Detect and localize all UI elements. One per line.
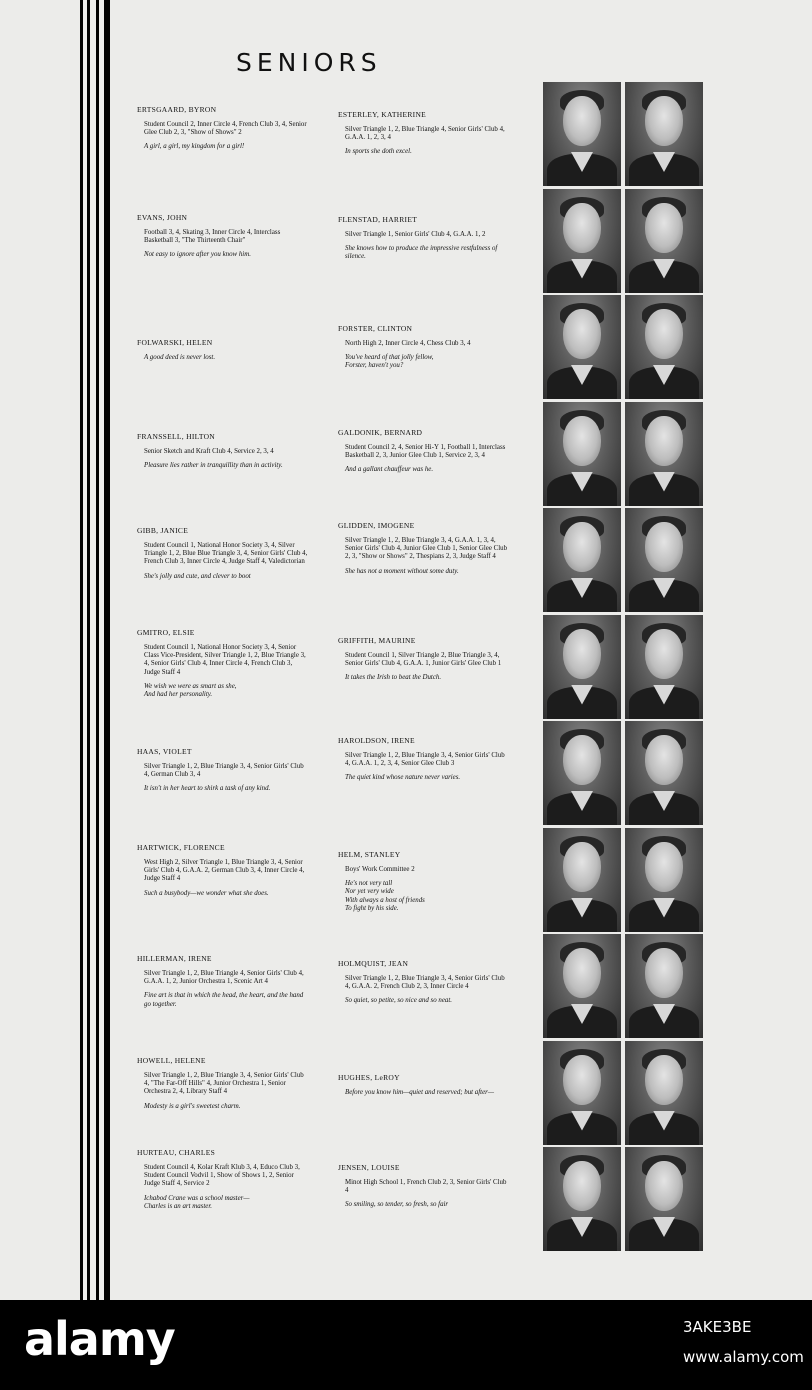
student-activities: Silver Triangle 1, 2, Blue Triangle 3, 4, Senior Girls' Club 4, G.A.A. 2, French Club 2, 3, Inner Circle 4	[345, 975, 505, 991]
portrait-photo	[543, 721, 621, 825]
student-name: GIBB, JANICE	[137, 526, 189, 535]
student-quote: He's not very tall Nor yet very wide With always a host of friends To fight by his side.	[345, 880, 425, 912]
student-name: HOWELL, HELENE	[137, 1056, 206, 1065]
border-rule	[80, 0, 83, 1300]
student-entry	[137, 1056, 309, 1111]
student-entry	[137, 526, 309, 581]
student-activities: Student Council 1, Silver Triangle 2, Blue Triangle 3, 4, Senior Girls' Club 4, G.A.A. 1, Junior Girls' Glee Club 1	[345, 652, 502, 668]
portrait-head	[645, 948, 683, 998]
student-quote: It takes the Irish to beat the Dutch.	[345, 674, 442, 682]
student-quote: A girl, a girl, my kingdom for a girl!	[144, 143, 245, 151]
student-entry	[338, 110, 510, 157]
student-name: HAROLDSON, IRENE	[338, 736, 415, 745]
student-quote: Fine art is that in which the head, the heart, and the hand go together.	[144, 992, 304, 1008]
portrait-photo	[625, 508, 703, 612]
student-quote: And a gallant chauffeur was he.	[345, 466, 434, 474]
portrait-head	[563, 416, 601, 466]
student-entry	[338, 215, 510, 262]
portrait-photo	[625, 1147, 703, 1251]
page-title: SENIORS	[236, 48, 382, 77]
portrait-head	[645, 1161, 683, 1211]
student-quote: We wish we were as smart as she, And had her personality.	[144, 682, 237, 699]
portrait-head	[645, 842, 683, 892]
student-entry	[137, 1148, 309, 1211]
student-quote: So quiet, so petite, so nice and so neat.	[345, 997, 452, 1005]
student-name: HURTEAU, CHARLES	[137, 1148, 216, 1157]
portrait-photo	[543, 934, 621, 1038]
student-quote: Before you know him—quiet and reserved; but after—	[345, 1089, 494, 1096]
student-entry	[137, 338, 309, 362]
student-name: GALDONIK, BERNARD	[338, 428, 423, 437]
portrait-head	[563, 948, 601, 998]
border-rule	[96, 0, 99, 1300]
student-activities: Silver Triangle 1, 2, Blue Triangle 4, Senior Girls' Club 4, G.A.A. 1, 2, 3, 4	[345, 126, 505, 142]
student-name: HARTWICK, FLORENCE	[137, 843, 225, 852]
student-quote: Pleasure lies rather in tranquillity than in activity.	[144, 462, 283, 470]
student-name: FOLWARSKI, HELEN	[137, 338, 213, 347]
student-name: HOLMQUIST, JEAN	[338, 959, 409, 968]
portrait-head	[645, 522, 683, 572]
student-activities: Student Council 1, National Honor Society 3, 4, Silver Triangle 1, 2, Blue Blue Triangle 3, 4, Senior Girls' Club 4, French Club 3, Inner Circle 4, Judge Staff 4, Valedictorian	[144, 542, 308, 566]
student-activities: Silver Triangle 1, 2, Blue Triangle 3, 4, Senior Girls' Club 4, "The Far-Off Hills" 4, Junior Orchestra 1, Senior Orchestra 2, 4, Library Staff 4	[144, 1072, 304, 1096]
portrait-head	[645, 735, 683, 785]
student-quote: She knows how to produce the impressive restfulness of silence.	[345, 245, 498, 261]
portrait-photo	[543, 1041, 621, 1145]
student-entry	[338, 1073, 510, 1097]
student-quote: Not easy to ignore after you know him.	[144, 251, 251, 259]
portrait-head	[645, 203, 683, 253]
portrait-head	[563, 96, 601, 146]
student-name: FORSTER, CLINTON	[338, 324, 413, 333]
portrait-head	[645, 309, 683, 359]
student-entry	[137, 843, 309, 898]
student-entry	[338, 1163, 510, 1210]
student-name: HELM, STANLEY	[338, 850, 401, 859]
portrait-head	[563, 1161, 601, 1211]
portrait-head	[563, 1055, 601, 1105]
student-entry	[137, 105, 309, 152]
portrait-head	[563, 735, 601, 785]
portrait-head	[563, 203, 601, 253]
student-activities: Senior Sketch and Kraft Club 4, Service 2, 3, 4	[144, 448, 274, 455]
portrait-head	[563, 842, 601, 892]
watermark-logo: alamy	[24, 1312, 175, 1366]
student-activities: Football 3, 4, Skating 3, Inner Circle 4, Interclass Basketball 3, "The Thirteenth Chair"	[144, 229, 281, 245]
student-entry	[338, 428, 510, 475]
portrait-head	[563, 309, 601, 359]
student-quote: Ichabod Crane was a school master— Charles is an art master.	[144, 1194, 250, 1210]
portrait-photo	[625, 934, 703, 1038]
student-name: HAAS, VIOLET	[137, 747, 192, 756]
student-name: HILLERMAN, IRENE	[137, 954, 212, 963]
student-name: GRIFFITH, MAURINE	[338, 636, 416, 645]
student-quote: She's jolly and cute, and clever to boot	[144, 572, 251, 580]
student-entry	[338, 324, 510, 371]
student-activities: Student Council 2, Inner Circle 4, French Club 3, 4, Senior Glee Club 2, 3, "Show of Shows" 2	[144, 121, 307, 137]
portrait-photo	[543, 508, 621, 612]
border-rule	[87, 0, 90, 1300]
portrait-photo	[625, 1041, 703, 1145]
student-activities: Minot High School 1, French Club 2, 3, Senior Girls' Club 4	[345, 1179, 507, 1195]
student-name: EVANS, JOHN	[137, 213, 188, 222]
student-activities: Silver Triangle 1, 2, Blue Triangle 3, 4, Senior Girls' Club 4, G.A.A. 1, 2, 3, 4, Senior Glee Club 3	[345, 752, 505, 768]
student-entry	[137, 432, 309, 470]
student-quote: Such a busybody—we wonder what she does.	[144, 889, 269, 897]
student-activities: Silver Triangle 1, 2, Blue Triangle 3, 4, G.A.A. 1, 3, 4, Senior Girls' Club 4, Junior Glee Club 1, Senior Glee Club 2, 3, "Show or Shows" 2, Thespians 2, 3, Judge Staff 4	[345, 537, 508, 561]
student-activities: Student Council 1, National Honor Society 3, 4, Senior Class Vice-President, Silver Triangle 1, 2, Blue Triangle 3, 4, Senior Girls' Club 4, Inner Circle 4, French Club 3, Judge Staff 4	[144, 644, 306, 676]
student-entry	[137, 747, 309, 794]
portrait-head	[563, 522, 601, 572]
student-activities: Silver Triangle 1, 2, Blue Triangle 4, Senior Girls' Club 4, G.A.A. 1, 2, Junior Orchestra 1, Scenic Art 4	[144, 970, 304, 986]
student-activities: Student Council 4, Kolar Kraft Klub 3, 4, Educo Club 3, Student Council Vodvil 1, Show of Shows 1, 2, Senior Judge Staff 4, Service 2	[144, 1164, 300, 1188]
student-entry	[137, 628, 309, 699]
student-quote: The quiet kind whose nature never varies.	[345, 774, 461, 782]
portrait-photo	[543, 615, 621, 719]
student-activities: North High 2, Inner Circle 4, Chess Club 3, 4	[345, 340, 471, 347]
student-activities: Silver Triangle 1, 2, Blue Triangle 3, 4, Senior Girls' Club 4, German Club 3, 4	[144, 763, 304, 779]
student-entry	[137, 954, 309, 1009]
student-quote: In sports she doth excel.	[345, 148, 412, 156]
student-entry	[338, 959, 510, 1006]
student-name: ERTSGAARD, BYRON	[137, 105, 217, 114]
student-name: GMITRO, ELSIE	[137, 628, 195, 637]
student-name: HUGHES, LeROY	[338, 1073, 400, 1082]
portrait-photo	[625, 295, 703, 399]
student-activities: Silver Triangle 1, Senior Girls' Club 4, G.A.A. 1, 2	[345, 231, 486, 238]
portrait-photo	[625, 615, 703, 719]
student-quote: It isn't in her heart to shirk a task of any kind.	[144, 785, 271, 793]
portrait-photo	[543, 1147, 621, 1251]
portrait-head	[645, 416, 683, 466]
portrait-photo	[543, 295, 621, 399]
student-name: FRANSSELL, HILTON	[137, 432, 216, 441]
student-entry	[338, 521, 510, 576]
student-entry	[338, 636, 510, 683]
student-quote: So smiling, so tender, so fresh, so fair	[345, 1201, 449, 1209]
student-name: FLENSTAD, HARRIET	[338, 215, 418, 224]
student-quote: You've heard of that jolly fellow, Forster, haven't you?	[345, 354, 434, 370]
student-name: ESTERLEY, KATHERINE	[338, 110, 427, 119]
student-activities: Boys' Work Committee 2	[345, 866, 415, 873]
border-rule-thick	[104, 0, 110, 1300]
portrait-photo	[543, 82, 621, 186]
student-name: GLIDDEN, IMOGENE	[338, 521, 415, 530]
student-entry	[137, 213, 309, 260]
student-name: JENSEN, LOUISE	[338, 1163, 400, 1172]
portrait-head	[645, 629, 683, 679]
student-entry	[338, 736, 510, 783]
portrait-head	[563, 629, 601, 679]
portrait-photo	[625, 402, 703, 506]
student-quote: Modesty is a girl's sweetest charm.	[144, 1102, 241, 1110]
watermark-url: www.alamy.com	[683, 1348, 804, 1366]
portrait-photo	[543, 189, 621, 293]
portrait-head	[645, 96, 683, 146]
portrait-photo	[625, 721, 703, 825]
student-activities: Student Council 2, 4, Senior Hi-Y 1, Football 1, Interclass Basketball 2, 3, Junior Glee Club 1, Service 2, 3, 4	[345, 444, 506, 460]
student-activities: West High 2, Silver Triangle 1, Blue Triangle 3, 4, Senior Girls' Club 4, G.A.A. 2, German Club 3, 4, Inner Circle 4, Judge Staff 4	[144, 859, 305, 883]
portrait-photo	[543, 402, 621, 506]
portrait-head	[645, 1055, 683, 1105]
student-quote: She has not a moment without some duty.	[345, 567, 459, 575]
portrait-photo	[625, 82, 703, 186]
portrait-photo	[625, 189, 703, 293]
portrait-photo	[625, 828, 703, 932]
student-entry	[338, 850, 510, 913]
portrait-photo	[543, 828, 621, 932]
watermark-image-id: 3AKE3BE	[683, 1318, 752, 1336]
student-quote: A good deed is never lost.	[144, 354, 216, 361]
